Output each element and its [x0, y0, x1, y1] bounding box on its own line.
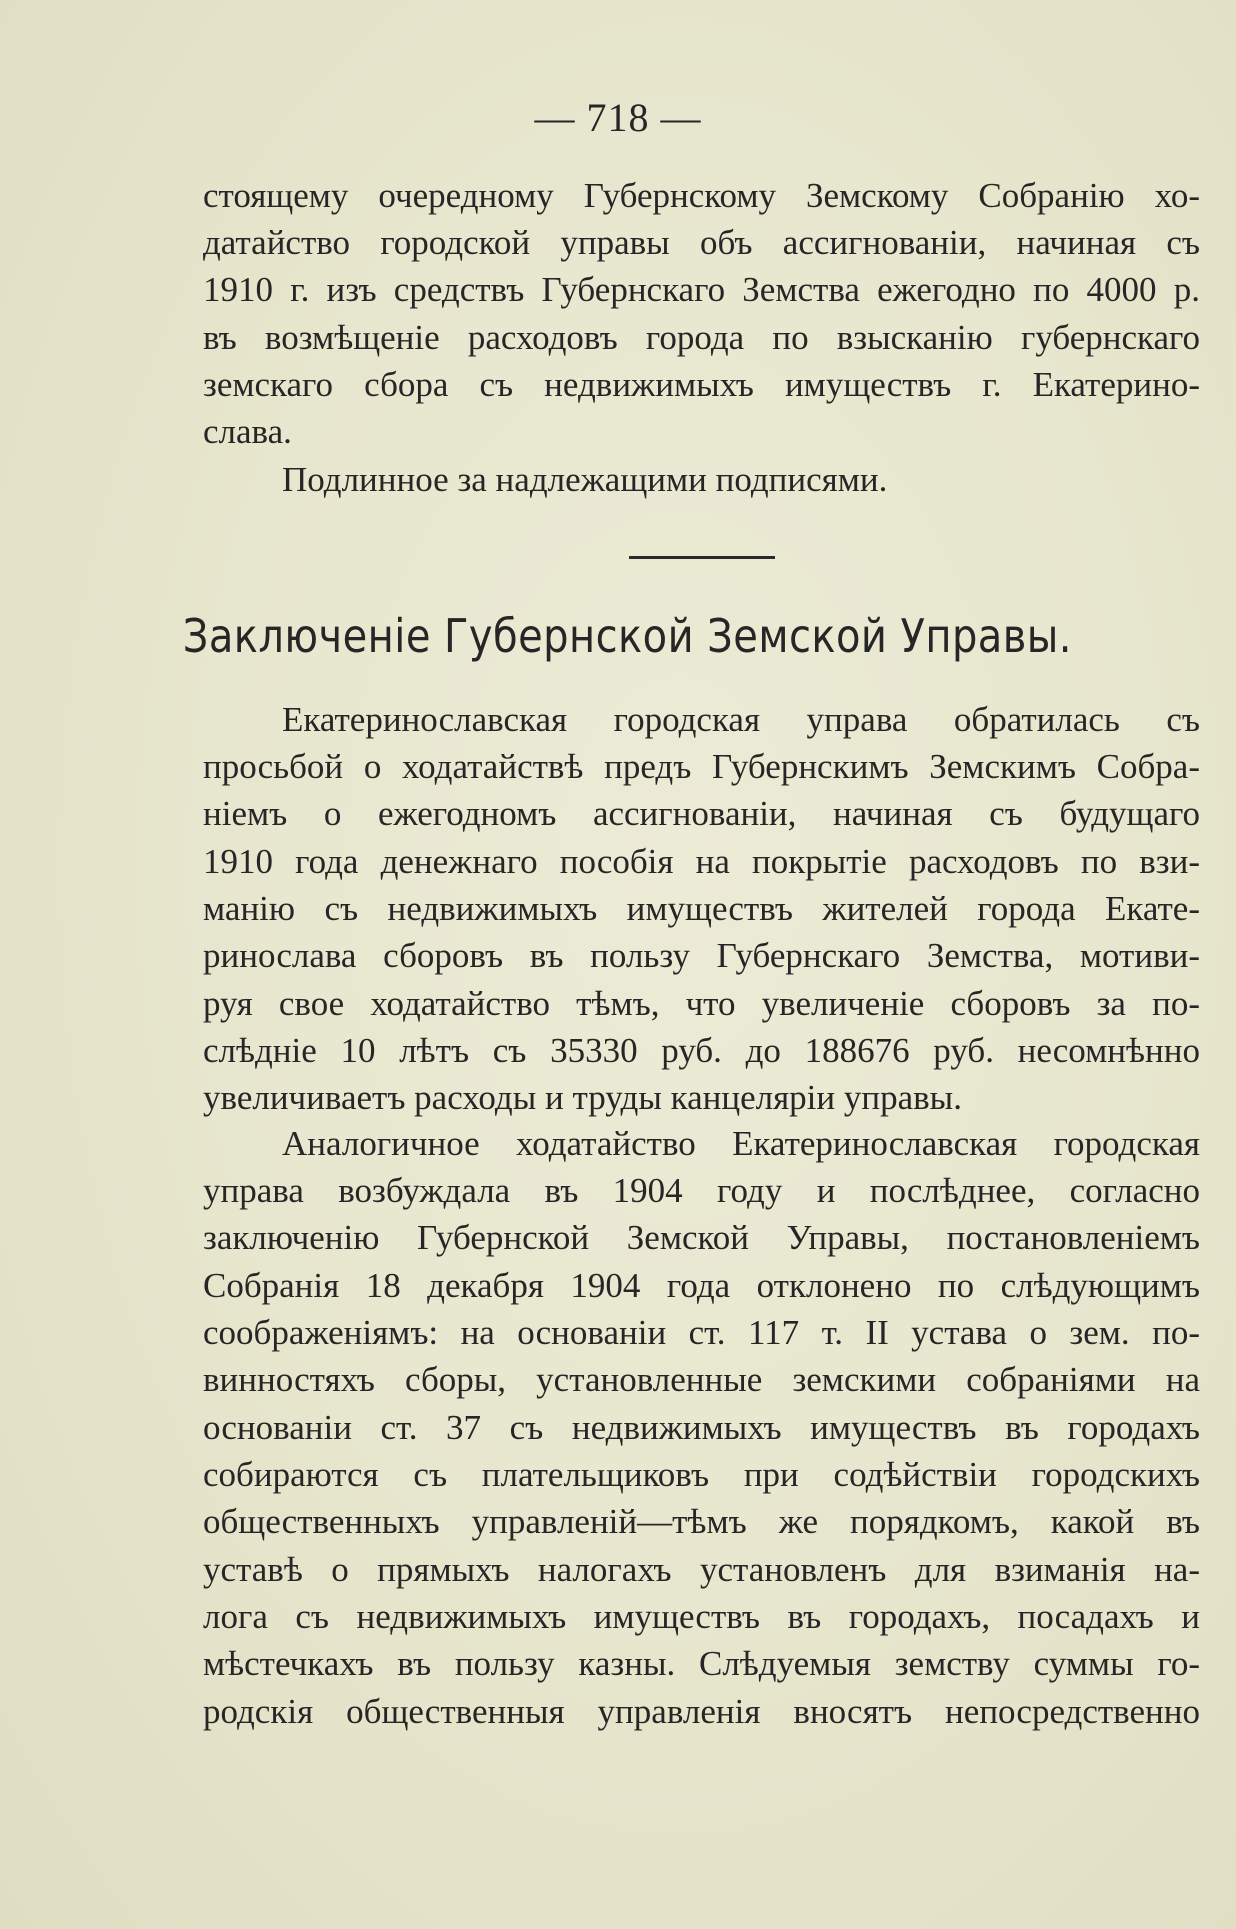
text-line: лога съ недвижимыхъ имуществъ въ городахъ, посадахъ и — [203, 1597, 1200, 1636]
text-line: въ возмѣщеніе расходовъ города по взысканію губернскаго — [203, 318, 1200, 357]
text-line: земскаго сбора съ недвижимыхъ имуществъ г. Екатерино- — [203, 365, 1200, 404]
text-line: основаніи ст. 37 съ недвижимыхъ имуществъ въ городахъ — [203, 1408, 1200, 1447]
text-line: ринослава сборовъ въ пользу Губернскаго Земства, мотиви- — [203, 936, 1200, 975]
text-line: слѣдніе 10 лѣтъ съ 35330 руб. до 188676 руб. несомнѣнно — [203, 1031, 1200, 1070]
text-line: родскія общественныя управленія вносятъ непосредственно — [203, 1692, 1200, 1731]
text-line: общественныхъ управленій—тѣмъ же порядкомъ, какой въ — [203, 1502, 1200, 1541]
text-line: винностяхъ сборы, установленные земскими собраніями на — [203, 1360, 1200, 1399]
section-heading: Заключеніе Губернской Земской Управы. — [182, 609, 1072, 663]
text-line: Собранія 18 декабря 1904 года отклонено по слѣдующимъ — [203, 1266, 1200, 1305]
text-line: 1910 г. изъ средствъ Губернскаго Земства ежегодно по 4000 р. — [203, 270, 1200, 309]
text-line: уставѣ о прямыхъ налогахъ установленъ для взиманія на- — [203, 1550, 1200, 1589]
text-line: руя свое ходатайство тѣмъ, что увеличеніе сборовъ за по- — [203, 984, 1200, 1023]
signature-note: Подлинное за надлежащими подписями. — [282, 460, 888, 499]
text-line: Екатеринославская городская управа обратилась съ — [282, 700, 1200, 739]
page-number: — 718 — — [534, 95, 702, 140]
text-line: просьбой о ходатайствѣ предъ Губернскимъ Земскимъ Собра- — [203, 747, 1200, 786]
text-line: соображеніямъ: на основаніи ст. 117 т. II устава о зем. по- — [203, 1313, 1200, 1352]
text-line: мѣстечкахъ въ пользу казны. Слѣдуемыя земству суммы го- — [203, 1644, 1200, 1683]
text-line: Аналогичное ходатайство Екатеринославская городская — [282, 1124, 1200, 1163]
section-divider — [629, 556, 775, 559]
text-line: ніемъ о ежегодномъ ассигнованіи, начиная съ будущаго — [203, 794, 1200, 833]
text-line: манію съ недвижимыхъ имуществъ жителей города Екате- — [203, 889, 1200, 928]
text-line: 1910 года денежнаго пособія на покрытіе расходовъ по взи- — [203, 842, 1200, 881]
text-line: стоящему очередному Губернскому Земскому Собранію хо- — [203, 176, 1200, 215]
text-line: увеличиваетъ расходы и труды канцеляріи управы. — [203, 1078, 962, 1117]
text-line: заключенію Губернской Земской Управы, постановленіемъ — [203, 1218, 1200, 1257]
text-line: собираются съ плательщиковъ при содѣйствіи городскихъ — [203, 1455, 1200, 1494]
text-line: датайство городской управы объ ассигнованіи, начиная съ — [203, 223, 1200, 262]
text-line: управа возбуждала въ 1904 году и послѣднее, согласно — [203, 1171, 1200, 1210]
text-line: слава. — [203, 412, 292, 451]
